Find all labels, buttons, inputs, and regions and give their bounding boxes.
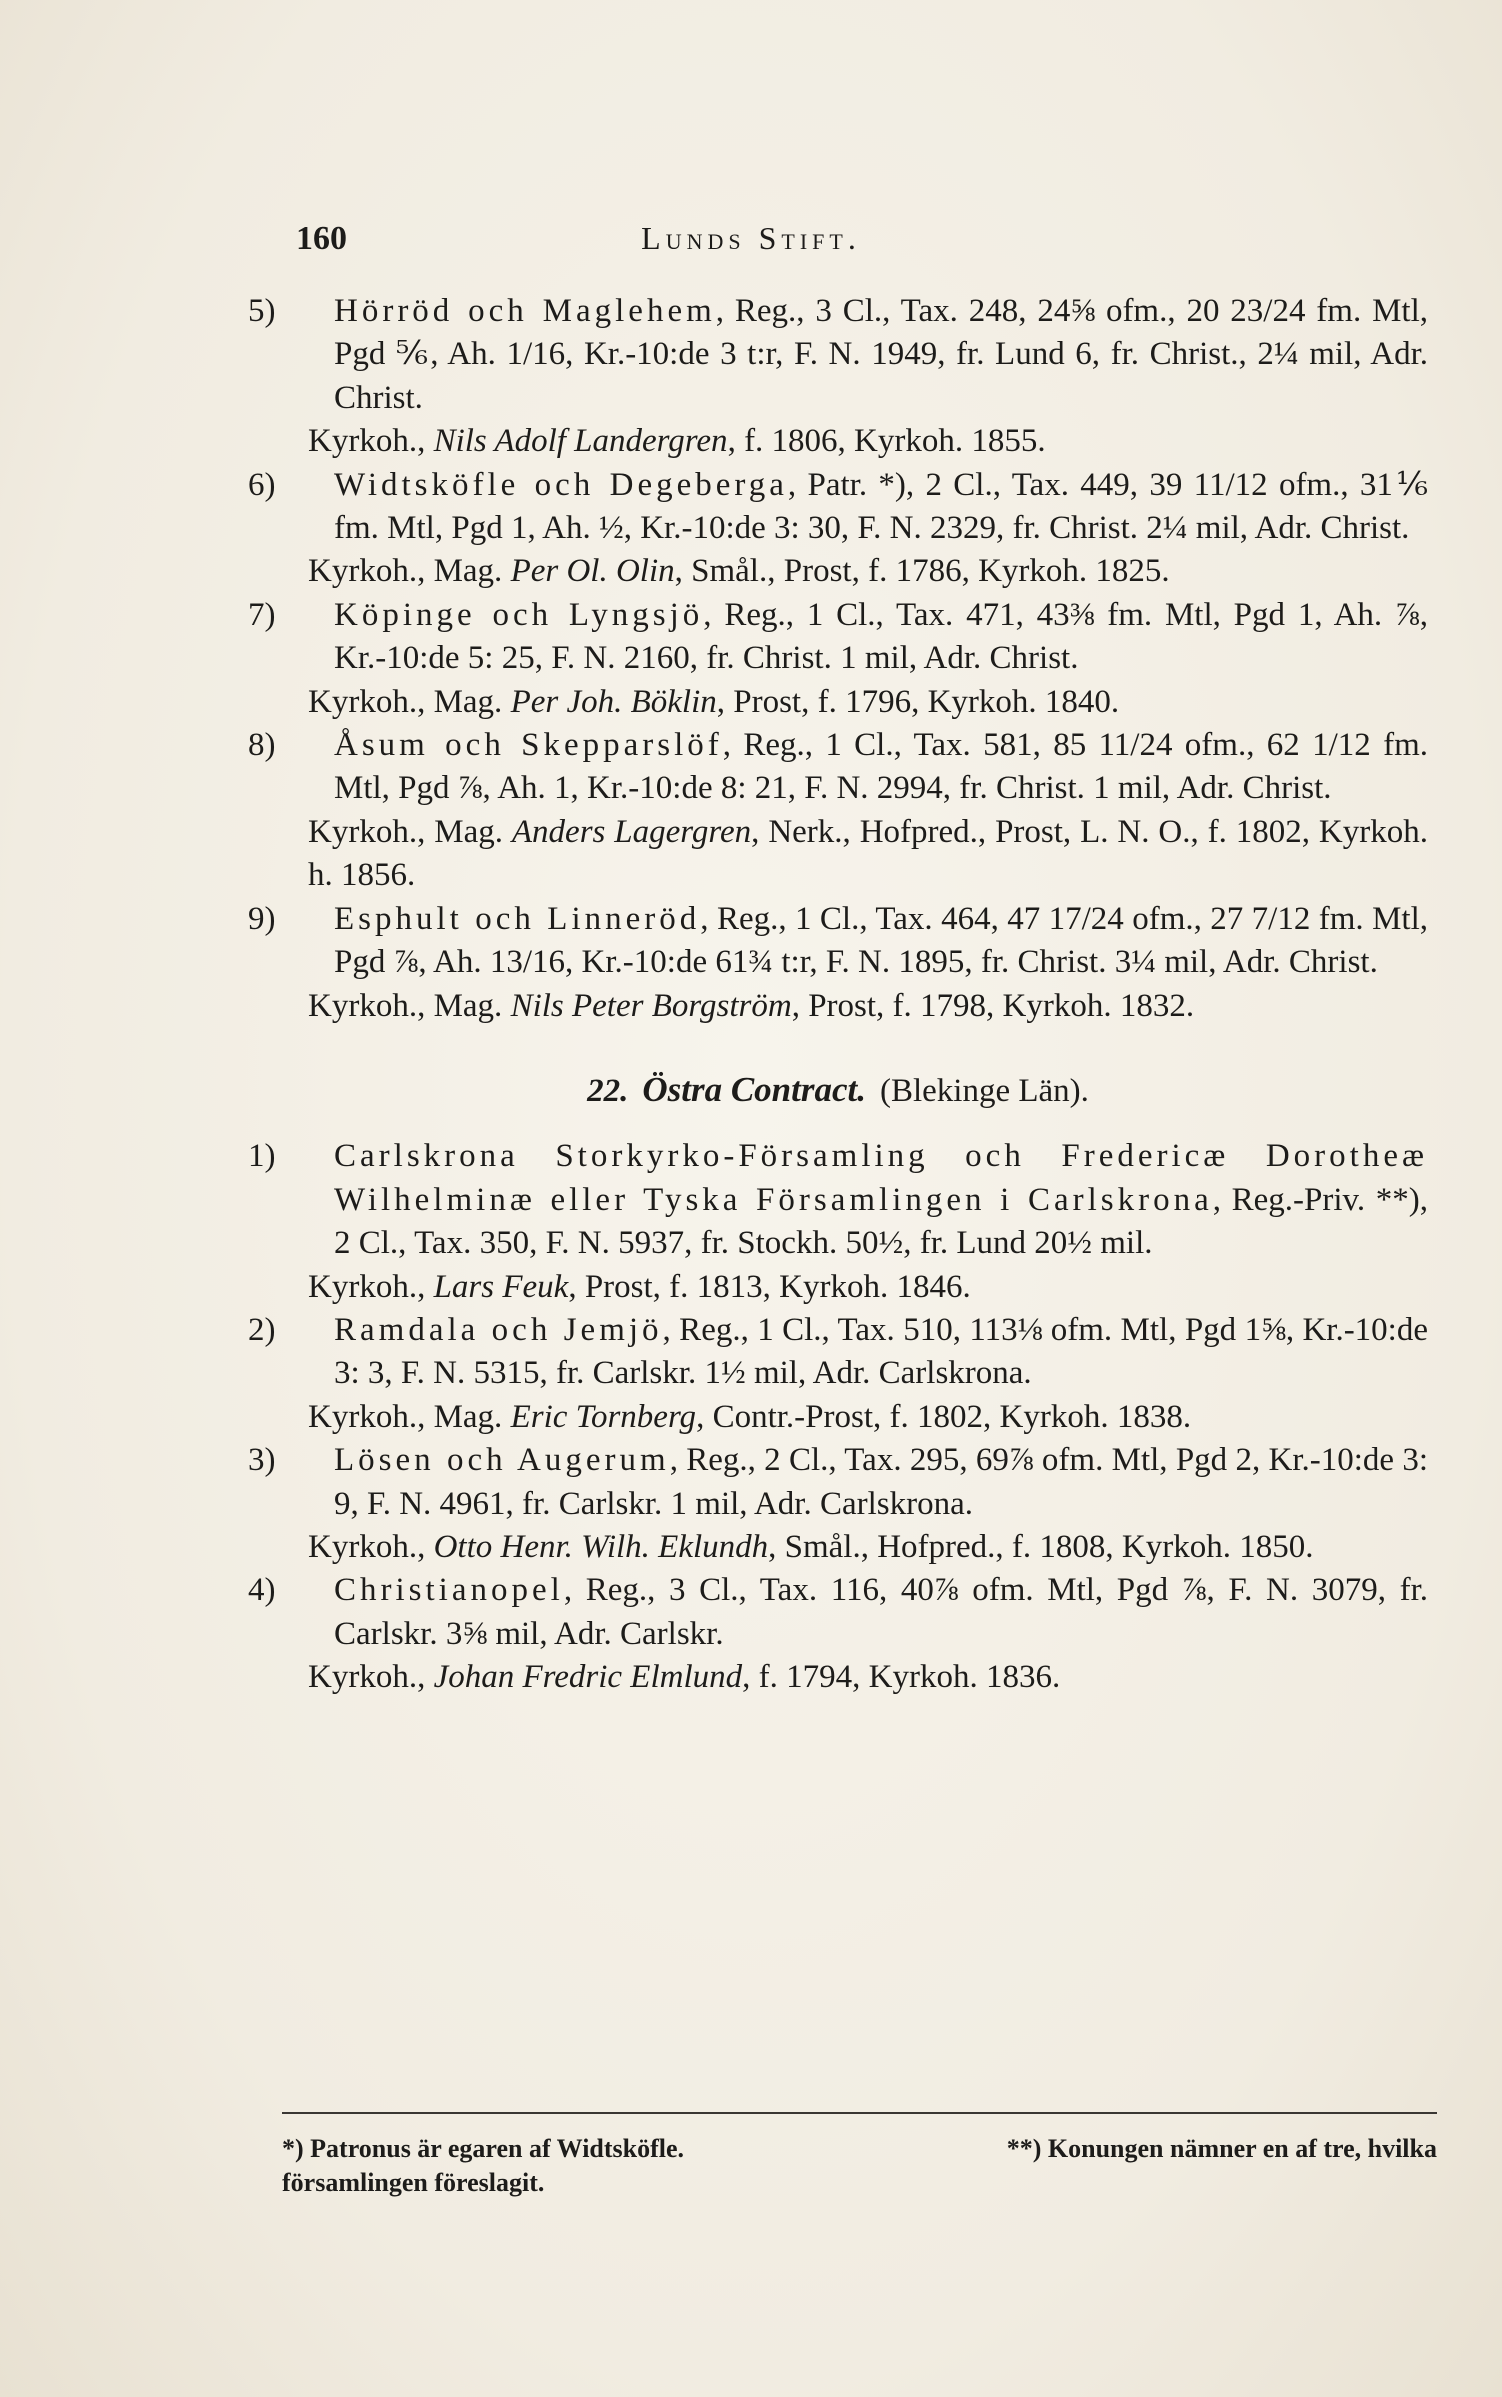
entry-number: 4) — [248, 1572, 276, 1609]
kyrkoherde-prefix: Kyrkoh., Mag. — [308, 1398, 511, 1435]
kyrkoherde-suffix: , Smål., Hofpred., f. 1808, Kyrkoh. 1850. — [768, 1528, 1314, 1565]
kyrkoherde-prefix: Kyrkoh., Mag. — [308, 683, 511, 720]
parish-name: Hörröd — [334, 293, 454, 329]
parish-name: Carlskrona — [334, 1138, 519, 1175]
parish-entry — [248, 1569, 1428, 1699]
entry-number: 3) — [248, 1442, 276, 1479]
kyrkoherde-suffix: , Nerk., Hofpred., Prost, L. N. O., f. 1802, Kyrkoh. h. 1856. — [308, 813, 1428, 894]
kyrkoherde-prefix: Kyrkoh., Mag. — [308, 553, 511, 590]
kyrkoherde-prefix: Kyrkoh., Mag. — [308, 813, 512, 850]
parish-details: , Reg., 1 Cl., Tax. 464, 47 17/24 ofm., 27 7/12 fm. Mtl, Pgd ⅞, Ah. 13/16, Kr.-10:de 61¾ t:r, F. N. 1895, fr. Christ. 3¼ mil, Adr. Christ. — [334, 900, 1429, 981]
footnotes — [282, 2132, 1437, 2200]
entry-number: 9) — [248, 900, 276, 937]
section-number: 22. — [587, 1072, 629, 1109]
parish-line — [334, 724, 1428, 811]
parish-entry — [248, 290, 1428, 464]
parish-name-rest: Storkyrko-Församling och Fredericæ Dorotheæ Wilhelminæ eller Tyska Församlingen i Carlskrona — [334, 1138, 1428, 1218]
entry-number: 7) — [248, 596, 276, 633]
kyrkoherde-line — [308, 1396, 1428, 1439]
kyrkoherde-name: Lars Feuk — [433, 1268, 569, 1305]
kyrkoherde-suffix: , Prost, f. 1796, Kyrkoh. 1840. — [716, 683, 1120, 720]
parish-name: Ramdala — [334, 1311, 480, 1348]
parish-name: Esphult — [334, 900, 463, 937]
kyrkoherde-suffix: , Contr.-Prost, f. 1802, Kyrkoh. 1838. — [696, 1398, 1192, 1435]
kyrkoherde-line — [308, 1266, 1428, 1309]
parish-line — [334, 464, 1428, 551]
parish-line — [334, 594, 1428, 681]
parish-entry — [248, 594, 1428, 724]
kyrkoherde-suffix: , Prost, f. 1798, Kyrkoh. 1832. — [791, 987, 1195, 1024]
kyrkoherde-prefix: Kyrkoh., — [308, 1528, 434, 1565]
running-head: Lunds Stift. — [641, 220, 861, 256]
kyrkoherde-suffix: , Smål., Prost, f. 1786, Kyrkoh. 1825. — [674, 553, 1170, 590]
parish-list-lunds — [248, 290, 1428, 1028]
kyrkoherde-line — [308, 681, 1428, 724]
kyrkoherde-line — [308, 811, 1428, 898]
entry-number: 6) — [248, 466, 276, 503]
parish-entry — [248, 1309, 1428, 1439]
parish-name: Lösen — [334, 1442, 435, 1479]
kyrkoherde-prefix: Kyrkoh., — [308, 1268, 434, 1305]
kyrkoherde-line — [308, 550, 1428, 593]
parish-name-rest: och Lyngsjö — [475, 596, 704, 633]
kyrkoherde-prefix: Kyrkoh., — [308, 1659, 434, 1696]
kyrkoherde-prefix: Kyrkoh., Mag. — [308, 987, 511, 1024]
parish-details: , Reg.-Priv. **), 2 Cl., Tax. 350, F. N. 5937, fr. Stockh. 50½, fr. Lund 20½ mil. — [334, 1181, 1428, 1262]
entry-number: 5) — [248, 293, 276, 329]
page-body — [248, 290, 1428, 1700]
entry-number: 2) — [248, 1311, 276, 1348]
kyrkoherde-name: Eric Tornberg — [510, 1398, 697, 1435]
footnote-patronus: *) Patronus är egaren af Widtsköfle. — [282, 2134, 685, 2163]
parish-name-rest: och Jemjö — [479, 1311, 663, 1348]
footnote-konungen: **) Konungen nämner en af tre, hvilka — [1006, 2134, 1437, 2163]
section-name: Östra Contract. — [642, 1069, 866, 1109]
parish-line — [334, 1135, 1428, 1265]
parish-name-rest: och Augerum — [434, 1442, 670, 1479]
kyrkoherde-name: Otto Henr. Wilh. Eklundh — [433, 1528, 769, 1565]
kyrkoherde-line — [308, 1656, 1428, 1699]
parish-name-rest: och Degeberga — [519, 466, 788, 503]
parish-line — [334, 1439, 1428, 1526]
parish-line — [334, 290, 1428, 420]
parish-details: , Reg., 3 Cl., Tax. 116, 40⅞ ofm. Mtl, Pgd ⅞, F. N. 3079, fr. Carlskr. 3⅝ mil, Adr. Carlskr. — [334, 1572, 1428, 1652]
parish-entry — [248, 1135, 1428, 1309]
parish-details: , Reg., 1 Cl., Tax. 510, 113⅛ ofm. Mtl, Pgd 1⅝, Kr.-10:de 3: 3, F. N. 5315, fr. Carlskr. 1½ mil, Adr. Carlskrona. — [334, 1311, 1428, 1392]
kyrkoherde-name: Per Joh. Böklin — [510, 683, 717, 720]
page-header — [0, 220, 1502, 270]
kyrkoherde-prefix: Kyrkoh., — [308, 423, 434, 460]
kyrkoherde-line — [308, 985, 1428, 1028]
kyrkoherde-name: Anders Lagergren — [511, 813, 752, 850]
parish-entry — [248, 724, 1428, 898]
parish-name: Köpinge — [334, 596, 476, 633]
parish-entry — [248, 1439, 1428, 1569]
kyrkoherde-line — [308, 1526, 1428, 1569]
parish-line — [334, 1569, 1428, 1656]
parish-details: , Reg., 2 Cl., Tax. 295, 69⅞ ofm. Mtl, Pgd 2, Kr.-10:de 3: 9, F. N. 4961, fr. Carlskr. 1 mil, Adr. Carlskrona. — [334, 1442, 1428, 1522]
kyrkoherde-suffix: , f. 1794, Kyrkoh. 1836. — [742, 1659, 1061, 1696]
parish-name: Widtsköfle — [334, 466, 520, 503]
parish-name-rest: och Maglehem — [453, 293, 716, 329]
kyrkoherde-suffix: , Prost, f. 1813, Kyrkoh. 1846. — [568, 1268, 971, 1305]
parish-name-rest: och Skepparslöf — [428, 727, 723, 764]
parish-details: , Reg., 1 Cl., Tax. 581, 85 11/24 ofm., 62 1/12 fm. Mtl, Pgd ⅞, Ah. 1, Kr.-10:de 8: 21, F. N. 2994, fr. Christ. 1 mil, Adr. Christ. — [334, 727, 1428, 807]
parish-line — [334, 1309, 1428, 1396]
parish-details: , Patr. *), 2 Cl., Tax. 449, 39 11/12 ofm., 31⅙ fm. Mtl, Pgd 1, Ah. ½, Kr.-10:de 3: 30, F. N. 2329, fr. Christ. 2¼ mil, Adr. Christ. — [334, 466, 1428, 547]
kyrkoherde-name: Nils Peter Borgström — [510, 987, 792, 1024]
parish-details: , Reg., 1 Cl., Tax. 471, 43⅜ fm. Mtl, Pgd 1, Ah. ⅞, Kr.-10:de 5: 25, F. N. 2160, fr. Christ. 1 mil, Adr. Christ. — [334, 596, 1428, 677]
kyrkoherde-suffix: , f. 1806, Kyrkoh. 1855. — [727, 423, 1046, 460]
footnote-rule — [282, 2112, 1437, 2114]
footnote-konungen-cont: församlingen föreslagit. — [282, 2168, 545, 2197]
entry-number: 1) — [248, 1138, 276, 1175]
parish-entry — [248, 898, 1428, 1028]
page-number: 160 — [296, 220, 347, 257]
kyrkoherde-name: Nils Adolf Landergren — [433, 423, 728, 460]
kyrkoherde-line — [308, 420, 1428, 463]
parish-entry — [248, 464, 1428, 594]
parish-details: , Reg., 3 Cl., Tax. 248, 24⅝ ofm., 20 23/24 fm. Mtl, Pgd ⅚, Ah. 1/16, Kr.-10:de 3 t:r, F. N. 1949, fr. Lund 6, fr. Christ., 2¼ mil, Adr. Christ. — [334, 293, 1428, 416]
parish-name-rest: och Linneröd — [462, 900, 701, 937]
parish-name: Åsum — [334, 727, 429, 764]
kyrkoherde-name: Johan Fredric Elmlund — [433, 1659, 743, 1696]
parish-line — [334, 898, 1428, 985]
parish-list-ostra — [248, 1135, 1428, 1699]
kyrkoherde-name: Per Ol. Olin — [510, 553, 675, 590]
section-region: (Blekinge Län). — [879, 1072, 1089, 1109]
entry-number: 8) — [248, 727, 276, 764]
parish-name: Christianopel — [334, 1572, 564, 1609]
section-heading — [248, 1068, 1428, 1113]
